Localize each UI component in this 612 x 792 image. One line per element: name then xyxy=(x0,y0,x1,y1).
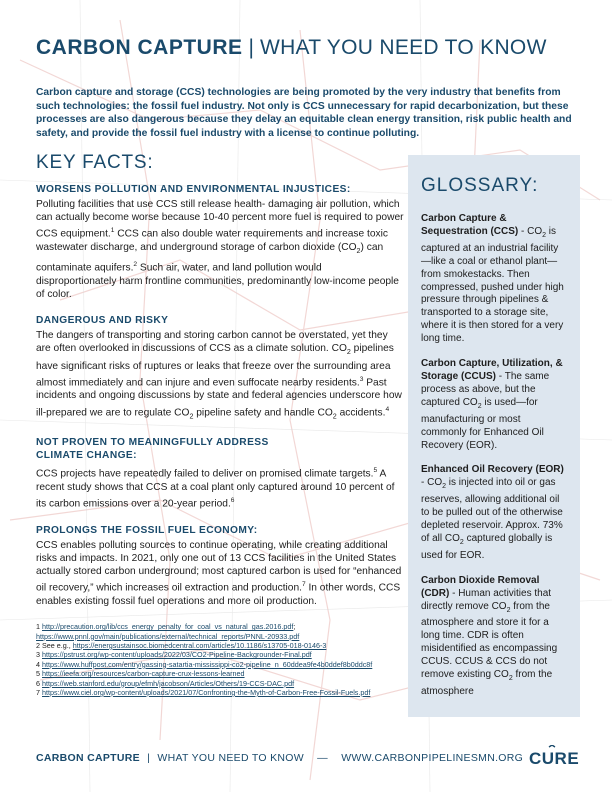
section-body-prolongs: CCS enables polluting sources to continue operating, while creating additional risks and impacts. In 2021, only one out of 13 CCS facilities in the United States actually stored carbon underground; most captured carbon is used for “enhanced oil recovery,” which increases oil extraction and production.$^7$ In other words, CCS enables existing fossil fuel operations and more oil production. xyxy=(36,539,402,607)
logo-text: CURE xyxy=(529,749,580,768)
footnote-link[interactable]: http://precaution.org/lib/ccs_energy_penalty_for_coal_vs_natural_gas.2016.pdf xyxy=(42,622,294,632)
footnote-link[interactable]: https://energsustainsoc.biomedcentral.com/articles/10.1186/s13705-018-0146-3 xyxy=(72,640,327,650)
footnotes xyxy=(36,622,404,697)
title-separator: | xyxy=(248,36,254,59)
footnote-2: 2 See e.g., https://energsustainsoc.biomedcentral.com/articles/10.1186/s13705-018-0146-3 xyxy=(36,640,327,650)
section-heading-dangerous: DANGEROUS AND RISKY xyxy=(36,315,169,327)
section-heading-prolongs: PROLONGS THE FOSSIL FUEL ECONOMY: xyxy=(36,524,258,536)
page-title xyxy=(36,36,596,60)
section-body-climate: CCS projects have repeatedly failed to deliver on promised climate targets.$^5$ A recent study shows that CCS at a coal plant only captured around 10 percent of its carbon emissions over a 20-year period.$^6$ xyxy=(36,467,395,510)
footnote-link[interactable]: https://web.stanford.edu/group/efmh/jacobson/Articles/Others/19-CCS-DAC.pdf xyxy=(42,678,295,688)
footnote-link[interactable]: https://www.huffpost.com/entry/gassing-satartia-mississippi-co2-pipeline_n_60ddea9fe4b0ddef8b0ddc8f xyxy=(42,659,373,669)
footnote-4: 4 https://www.huffpost.com/entry/gassing-satartia-mississippi-co2-pipeline_n_60ddea9fe4b0ddef8b0ddc8f xyxy=(36,659,373,669)
footnote-3: 3 https://pstrust.org/wp-content/uploads/2022/03/CO2-Pipeline-Backgrounder-Final.pdf xyxy=(36,650,312,660)
footnote-link[interactable]: https://www.ciel.org/wp-content/uploads/2021/07/Confronting-the-Myth-of-Carbon-Free-Fossil-Fuels.pdf xyxy=(42,687,371,697)
section-heading-climate: NOT PROVEN TO MEANINGFULLY ADDRESS CLIMATE CHANGE: xyxy=(36,437,269,462)
glossary-entry-ccs: Carbon Capture & Sequestration $(CCS) - CO_2$ is captured at an industrial facility—like a coal or ethanol plant—from smokestacks. Then compressed, pushed under high pressure through pipelines & transported to a storage site, where it is then stored for a very long time. xyxy=(421,213,564,345)
footnote-6: 6 https://web.stanford.edu/group/efmh/jacobson/Articles/Others/19-CCS-DAC.pdf xyxy=(36,678,295,688)
footnote-5: 5 https://ieefa.org/resources/carbon-capture-crux-lessons-learned xyxy=(36,669,245,679)
section-body-dangerous: The dangers of transporting and storing carbon cannot be overstated, yet they are often overlooked in discussions of CCS as a climate solution. $CO_2$ pipelines have significant risks of ruptures or leaks that freeze over the surrounding area almost immediately and can injure and even suffocate nearby residents.$^3$ Past incidents and ongoing discussions by state and federal agencies underscore how ill-prepared we are to regulate $CO_2$ pipeline safety and handle $CO_2$ accidents.$^4$ xyxy=(36,330,402,421)
page-footer: CARBON CAPTURE | WHAT YOU NEED TO KNOW — WWW.CARBONPIPELINESMN.ORG xyxy=(36,752,524,764)
footnote-link[interactable]: https://pstrust.org/wp-content/uploads/2022/03/CO2-Pipeline-Backgrounder-Final.pdf xyxy=(42,650,312,660)
footnote-link[interactable]: https://ieefa.org/resources/carbon-capture-crux-lessons-learned xyxy=(42,669,245,679)
key-facts-column xyxy=(36,152,404,697)
footer-url[interactable]: WWW.CARBONPIPELINESMN.ORG xyxy=(341,752,524,764)
section-heading-pollution: WORSENS POLLUTION AND ENVIRONMENTAL INJUSTICES: xyxy=(36,184,351,195)
glossary-entry-eor: Enhanced Oil Recovery $(EOR) - CO_2$ is injected into oil or gas reserves, allowing additional oil to be pulled out of the otherwise depleted reservoir. Approx. 73% of all $CO_2$ captured globally is used for EOR. xyxy=(421,464,564,561)
key-facts-title: KEY FACTS: xyxy=(36,152,154,173)
cure-logo xyxy=(527,745,580,769)
section-body-pollution: Polluting facilities that use CCS still release health- damaging air pollution, which can actually become worse because 10-40 percent more fuel is required to power CCS equipment.$^1$ CCS can also double water requirements and increase toxic wastewater discharge, and underground storage of carbon dioxide $(CO_2)$ can contaminate aquifers.$^2$ Such air, water, and land pollution would disproportionately harm frontline communities, predominantly low-income people of color. xyxy=(36,199,404,301)
glossary-panel xyxy=(408,155,580,717)
title-strong: CARBON CAPTURE xyxy=(36,36,243,59)
title-light: WHAT YOU NEED TO KNOW xyxy=(259,36,547,59)
footnote-link[interactable]: https://www.pnnl.gov/main/publications/external/technical_reports/PNNL-20933.pdf xyxy=(36,631,300,641)
footnote-7: 7 https://www.ciel.org/wp-content/uploads/2021/07/Confronting-the-Myth-of-Carbon-Free-Fossil-Fuels.pdf xyxy=(36,687,371,697)
glossary-entry-cdr: Carbon Dioxide Removal (CDR) - Human activities that directly remove $CO_2$ from the atmosphere and store it for a long time. CDR is often misidentified as encompassing CCUS. CCUS & CCS do not remove existing $CO_2$ from the atmosphere xyxy=(421,574,558,697)
glossary-entry-ccus: Carbon Capture, Utilization, & Storage (CCUS) - The same process as above, but the captured $CO_2$ is used—for manufacturing or most commonly for Enhanced Oil Recovery (EOR). xyxy=(421,358,563,451)
glossary-title: GLOSSARY: xyxy=(421,175,539,196)
intro-paragraph: Carbon capture and storage (CCS) technologies are being promoted by the very industry that benefits from such technologies: the fossil fuel industry. Not only is CCS unnecessary for rapid decarbonization, but these processes are also dangerous because they delay an equitable clean energy transition, risk public health and safety, and provide the fossil fuel industry with a license to continue polluting. xyxy=(36,87,572,139)
footnote-1: 1 http://precaution.org/lib/ccs_energy_penalty_for_coal_vs_natural_gas.2016.pdf; https://www.pnnl.gov/main/publications/external/technical_reports/PNNL-20933.pdf xyxy=(36,622,300,641)
